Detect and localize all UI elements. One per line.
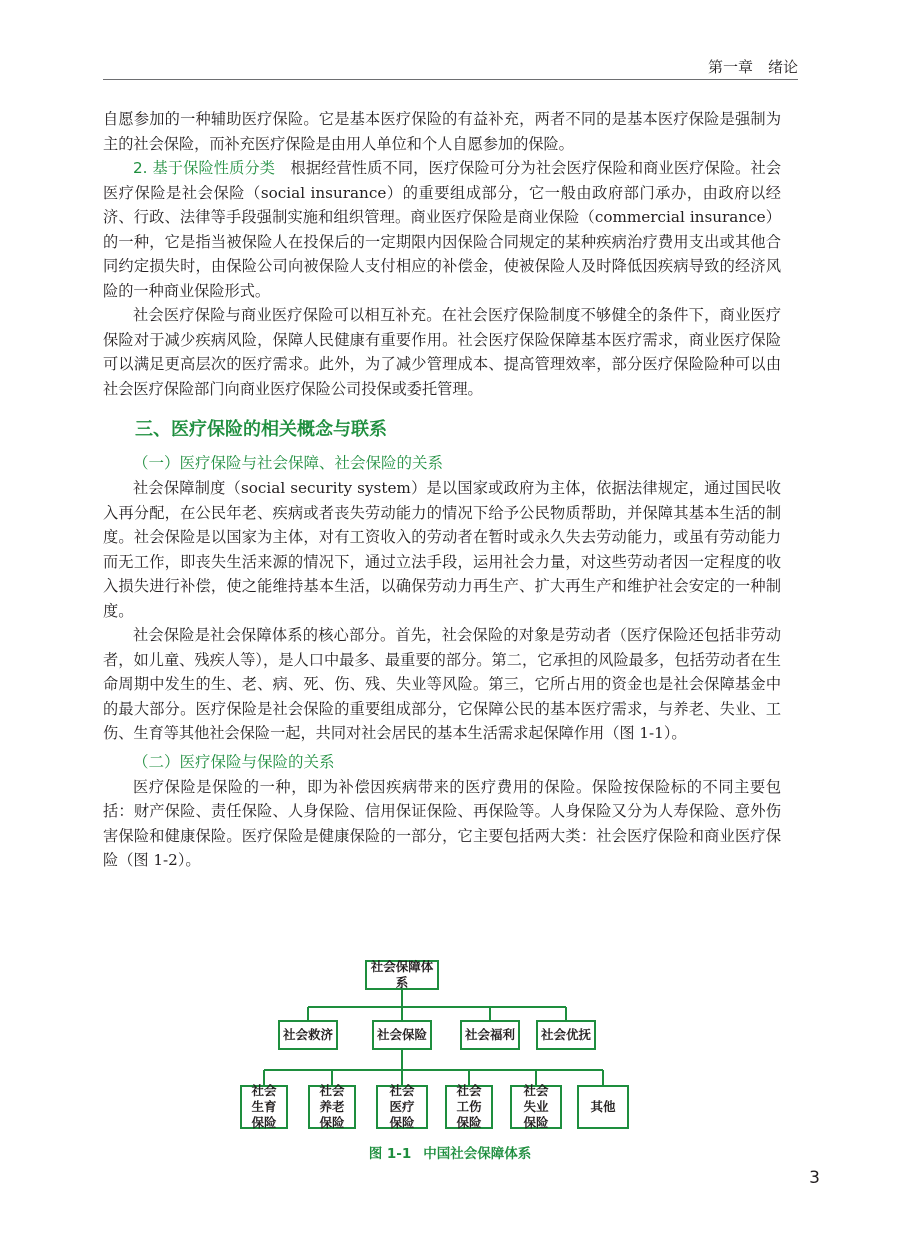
paragraph-2 <box>103 156 781 303</box>
node-social-special-care: 社会优抚 <box>536 1020 596 1050</box>
node-pension-insurance: 社会养老保险 <box>308 1085 356 1129</box>
figure-social-security-tree <box>236 956 636 1136</box>
subsection-heading-1: （一）医疗保险与社会保障、社会保险的关系 <box>133 454 444 472</box>
paragraph-1: 自愿参加的一种辅助医疗保险。它是基本医疗保险的有益补充，两者不同的是基本医疗保险是强制为主的社会保险，而补充医疗保险是由用人单位和个人自愿参加的保险。 <box>103 110 781 153</box>
figure-caption-text: 中国社会保障体系 <box>423 1146 532 1162</box>
node-social-security-system: 社会保障体系 <box>365 960 439 990</box>
node-work-injury-insurance: 社会工伤保险 <box>445 1085 493 1129</box>
paragraph-3: 社会医疗保险与商业医疗保险可以相互补充。在社会医疗保险制度不够健全的条件下，商业医疗保险对于减少疾病风险，保障人民健康有重要作用。社会医疗保险保障基本医疗需求，商业医疗保险可以满足更高层次的医疗需求。此外，为了减少管理成本、提高管理效率，部分医疗保险险种可以由社会医疗保险部门向商业医疗保险公司投保或委托管理。 <box>103 306 781 398</box>
chapter-title: 第一章 绪论 <box>707 58 798 76</box>
node-social-insurance: 社会保险 <box>372 1020 432 1050</box>
node-unemployment-insurance: 社会失业保险 <box>510 1085 562 1129</box>
node-medical-insurance: 社会医疗保险 <box>376 1085 428 1129</box>
node-social-welfare: 社会福利 <box>460 1020 520 1050</box>
body-text <box>103 107 781 873</box>
subsection-heading-2: （二）医疗保险与保险的关系 <box>133 752 335 771</box>
page-number: 3 <box>809 1168 820 1188</box>
figure-caption <box>0 1142 900 1162</box>
paragraph-2-label: 2. 基于保险性质分类 <box>133 159 276 177</box>
paragraph-4: 社会保障制度（social security system）是以国家或政府为主体，依据法律规定，通过国民收入再分配，在公民年老、疾病或者丧失劳动能力的情况下给予公民物质帮助，并保障其基本生活的制度。社会保险是以国家为主体，对有工资收入的劳动者在暂时或永久失去劳动能力，或虽有劳动能力而无工作，即丧失生活来源的情况下，通过立法手段，运用社会力量，对这些劳动者因一定程度的收入损失进行补偿，使之能维持基本生活，以确保劳动力再生产、扩大再生产和维护社会安定的一种制度。 <box>103 479 781 620</box>
node-maternity-insurance: 社会生育保险 <box>240 1085 288 1129</box>
figure-caption-number: 图 1-1 <box>368 1146 412 1162</box>
header-rule <box>103 79 798 80</box>
page-header <box>0 0 900 82</box>
paragraph-6: 医疗保险是保险的一种，即为补偿因疾病带来的医疗费用的保险。保险按保险标的不同主要包括：财产保险、责任保险、人身保险、信用保证保险、再保险等。人身保险又分为人寿保险、意外伤害保险和健康保险。医疗保险是健康保险的一部分，它主要包括两大类：社会医疗保险和商业医疗保险（图 1-2）。 <box>103 777 781 869</box>
paragraph-5: 社会保险是社会保障体系的核心部分。首先，社会保险的对象是劳动者（医疗保险还包括非劳动者，如儿童、残疾人等），是人口中最多、最重要的部分。第二，它承担的风险最多，包括劳动者在生命周期中发生的生、老、病、死、伤、残、失业等风险。第三，它所占用的资金也是社会保障基金中的最大部分。医疗保险是社会保险的重要组成部分，它保障公民的基本医疗需求，与养老、失业、工伤、生育等其他社会保险一起，共同对社会居民的基本生活需求起保障作用（图 1-1）。 <box>103 626 781 742</box>
node-other: 其他 <box>577 1085 629 1129</box>
paragraph-2-text: 根据经营性质不同，医疗保险可分为社会医疗保险和商业医疗保险。社会医疗保险是社会保险（social insurance）的重要组成部分，它一般由政府部门承办，由政府以经济、行政、法律等手段强制实施和组织管理。商业医疗保险是商业保险（commercial insurance）的一种，它是指当被保险人在投保后的一定期限内因保险合同规定的某种疾病治疗费用支出或其他合同约定损失时，由保险公司向被保险人支付相应的补偿金，使被保险人及时降低因疾病导致的经济风险的一种商业保险形式。 <box>103 159 782 300</box>
section-heading-3: 三、医疗保险的相关概念与联系 <box>135 419 387 440</box>
node-social-relief: 社会救济 <box>278 1020 338 1050</box>
